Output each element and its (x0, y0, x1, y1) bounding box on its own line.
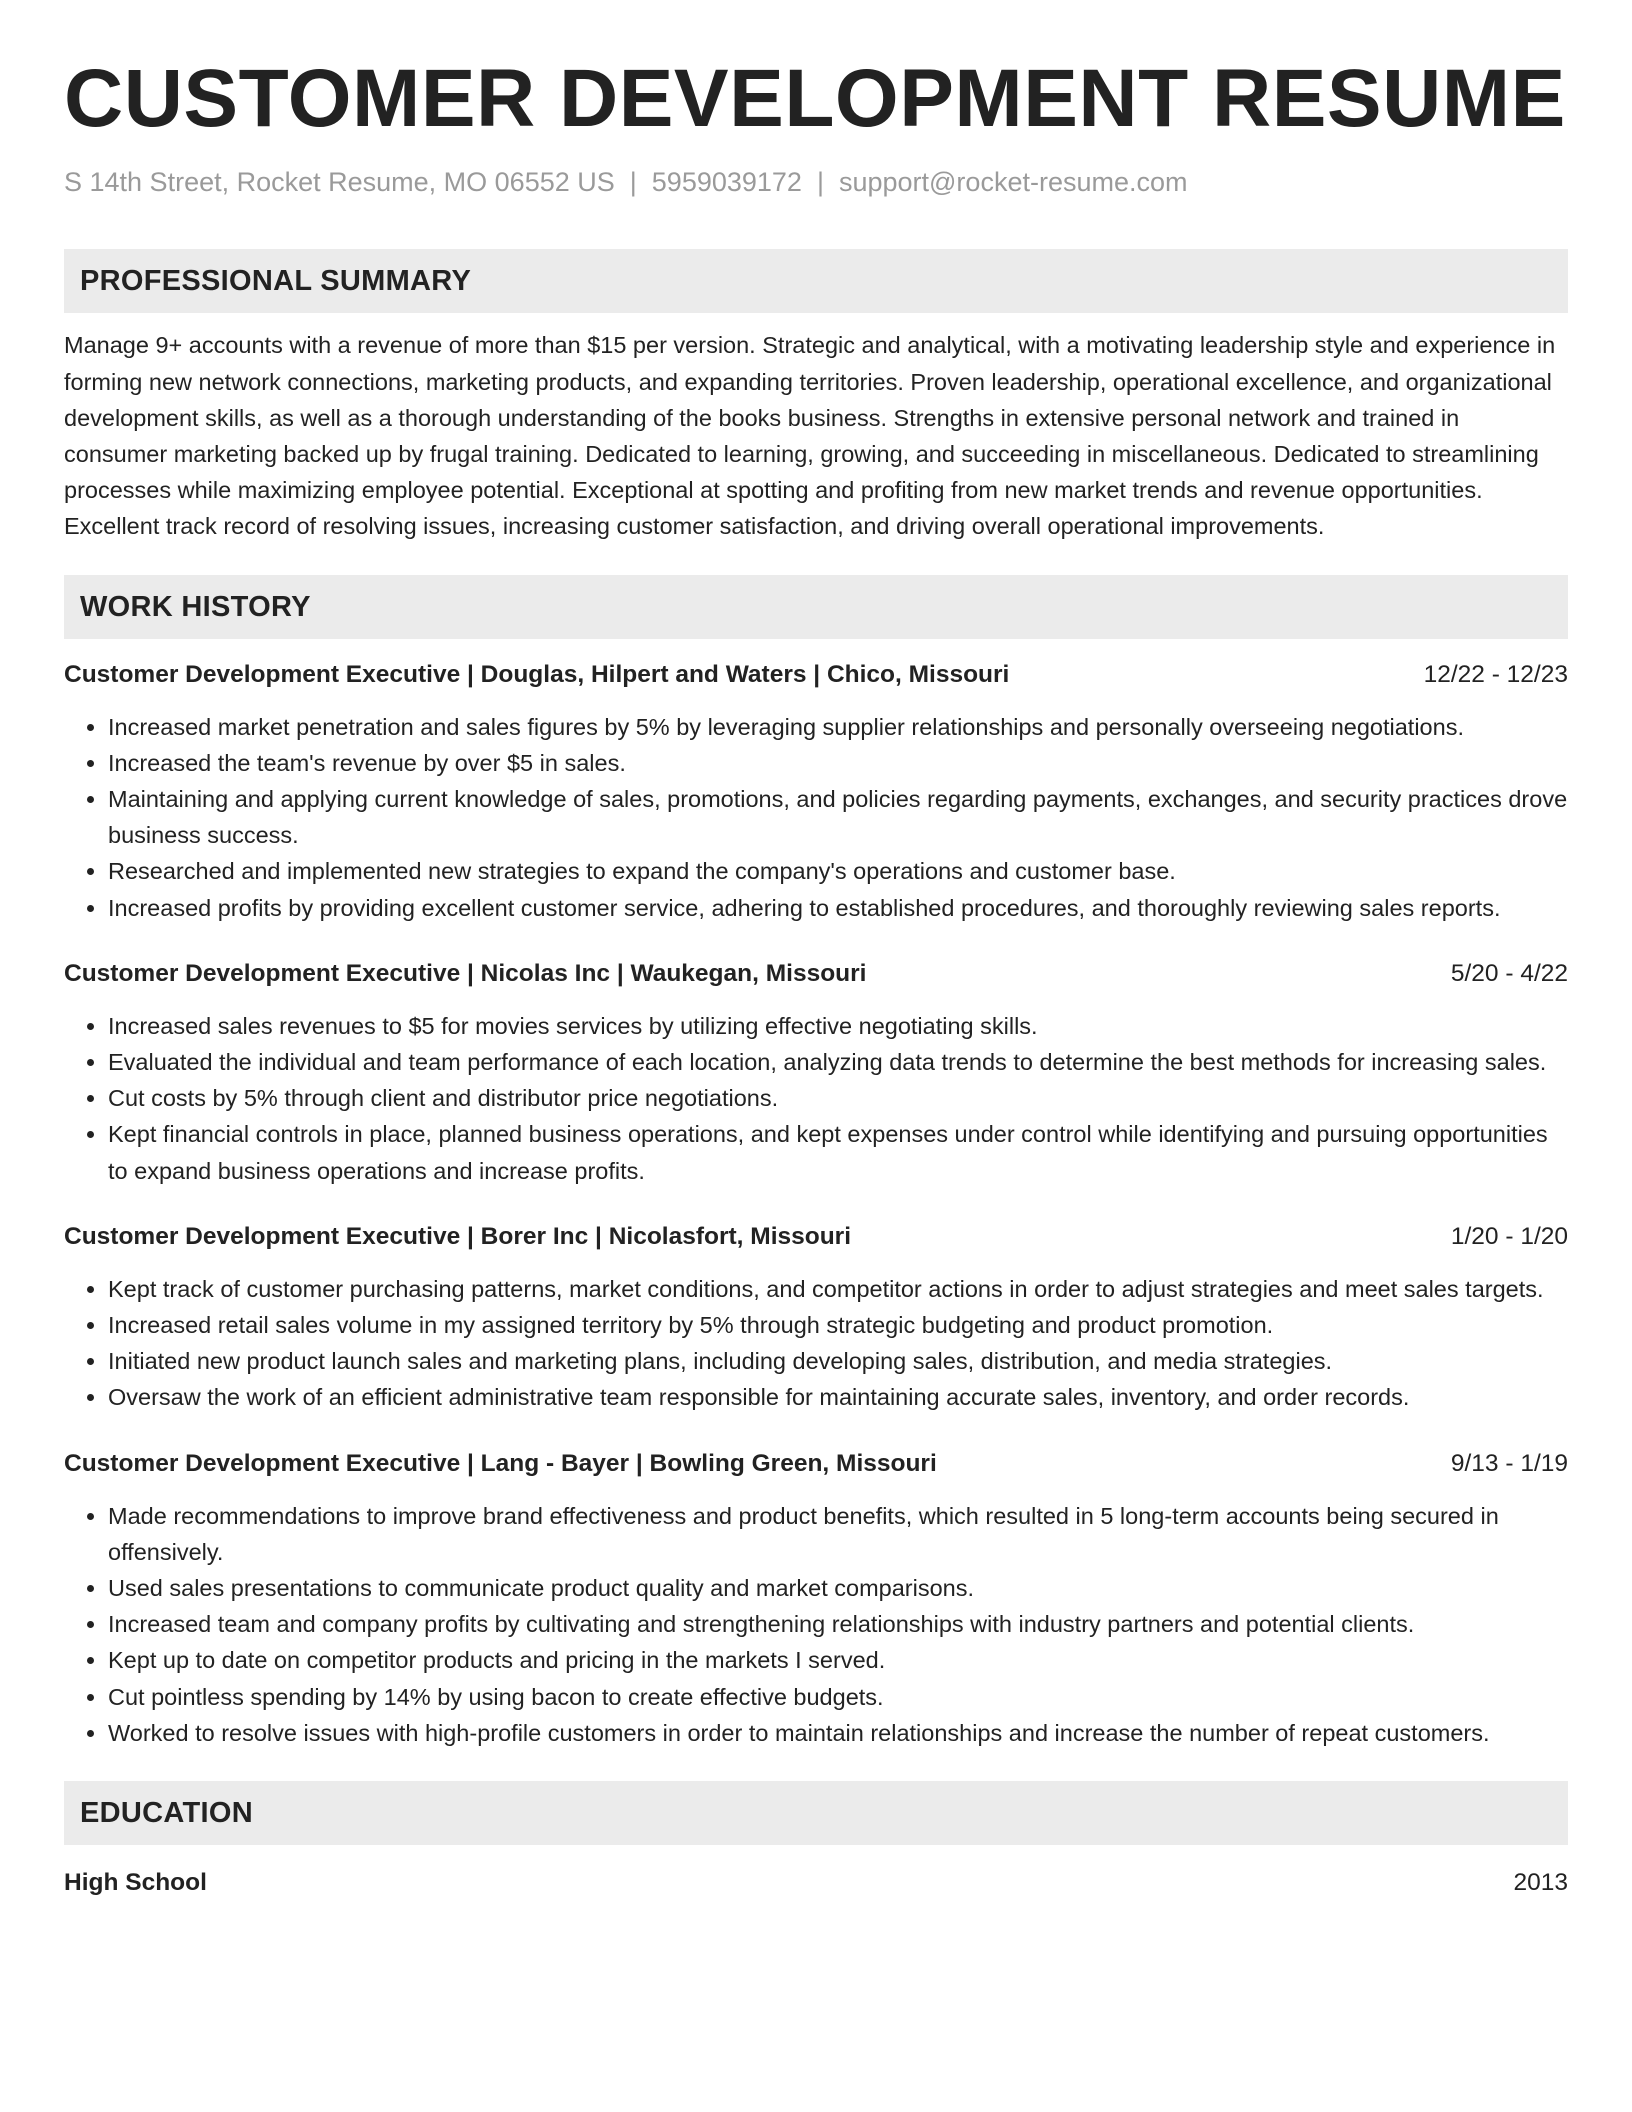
job-bullet: • Oversaw the work of an efficient administrative team responsible for maintaining accurate sales, inventory, and order records. (108, 1379, 1568, 1415)
job-entry (64, 1219, 1568, 1416)
job-title: Customer Development Executive | Lang - Bayer | Bowling Green, Missouri (64, 1449, 937, 1477)
job-bullet: • Evaluated the individual and team performance of each location, analyzing data trends to determine the best methods for increasing sales. (108, 1044, 1568, 1080)
contact-separator: | (816, 167, 824, 197)
job-bullet: • Increased sales revenues to $5 for movies services by utilizing effective negotiating skills. (108, 1008, 1568, 1044)
job-bullet: • Kept up to date on competitor products and pricing in the markets I served. (108, 1642, 1568, 1678)
job-bullets (64, 1498, 1568, 1751)
job-bullet: • Initiated new product launch sales and marketing plans, including developing sales, distribution, and media strategies. (108, 1343, 1568, 1379)
job-bullet: • Researched and implemented new strategies to expand the company's operations and customer base. (108, 853, 1568, 889)
job-dates: 5/20 - 4/22 (1450, 959, 1568, 987)
contact-phone: 5959039172 (651, 167, 802, 197)
job-bullet: • Increased retail sales volume in my assigned territory by 5% through strategic budgeting and product promotion. (108, 1307, 1568, 1343)
job-header (64, 657, 1568, 693)
job-header (64, 1219, 1568, 1255)
education-entry (64, 1865, 1568, 1901)
job-bullet: • Kept financial controls in place, planned business operations, and kept expenses under control while identifying and pursuing opportunities to expand business operations and increase profits. (108, 1116, 1568, 1188)
contact-address: S 14th Street, Rocket Resume, MO 06552 US (64, 167, 615, 197)
job-title: Customer Development Executive | Nicolas Inc | Waukegan, Missouri (64, 959, 867, 987)
job-bullet: • Worked to resolve issues with high-profile customers in order to maintain relationships and increase the number of repeat customers. (108, 1715, 1568, 1751)
job-bullet: • Cut costs by 5% through client and distributor price negotiations. (108, 1080, 1568, 1116)
job-dates: 12/22 - 12/23 (1423, 660, 1568, 688)
contact-line (64, 166, 1568, 198)
job-bullet: • Increased market penetration and sales figures by 5% by leveraging supplier relationships and personally overseeing negotiations. (108, 709, 1568, 745)
section-header-summary: PROFESSIONAL SUMMARY (64, 249, 1568, 313)
job-dates: 9/13 - 1/19 (1450, 1449, 1568, 1477)
job-dates: 1/20 - 1/20 (1450, 1222, 1568, 1250)
education-school: High School (64, 1869, 207, 1897)
job-bullets (64, 709, 1568, 926)
job-title: Customer Development Executive | Douglas, Hilpert and Waters | Chico, Missouri (64, 660, 1010, 688)
job-bullet: • Kept track of customer purchasing patterns, market conditions, and competitor actions in order to adjust strategies and meet sales targets. (108, 1271, 1568, 1307)
contact-email: support@rocket-resume.com (838, 167, 1188, 197)
job-bullets (64, 1008, 1568, 1189)
job-bullet: • Made recommendations to improve brand effectiveness and product benefits, which resulted in 5 long-term accounts being secured in offensively. (108, 1498, 1568, 1570)
job-entry (64, 657, 1568, 926)
job-bullets (64, 1271, 1568, 1416)
job-entry (64, 956, 1568, 1189)
job-bullet: • Increased team and company profits by cultivating and strengthening relationships with industry partners and potential clients. (108, 1606, 1568, 1642)
job-bullet: • Increased profits by providing excellent customer service, adhering to established procedures, and thoroughly reviewing sales reports. (108, 890, 1568, 926)
job-title: Customer Development Executive | Borer Inc | Nicolasfort, Missouri (64, 1222, 852, 1250)
job-bullet: • Increased the team's revenue by over $5 in sales. (108, 745, 1568, 781)
job-entry (64, 1446, 1568, 1751)
job-header (64, 956, 1568, 992)
job-header (64, 1446, 1568, 1482)
contact-separator: | (629, 167, 637, 197)
job-bullet: • Cut pointless spending by 14% by using bacon to create effective budgets. (108, 1679, 1568, 1715)
resume-title: CUSTOMER DEVELOPMENT RESUME (64, 53, 1566, 144)
summary-text: Manage 9+ accounts with a revenue of more than $15 per version. Strategic and analytical, with a motivating leadership style and experience in forming new network connections, marketing products, and expanding territories. Proven leadership, operational excellence, and organizational development skills, as well as a thorough understanding of the books business. Strengths in extensive personal network and trained in consumer marketing backed up by frugal training. Dedicated to learning, growing, and succeeding in miscellaneous. Dedicated to streamlining processes while maximizing employee potential. Exceptional at spotting and profiting from new market trends and revenue opportunities. Excellent track record of resolving issues, increasing customer satisfaction, and driving overall operational improvements. (64, 332, 1556, 540)
job-bullet: • Used sales presentations to communicate product quality and market comparisons. (108, 1570, 1568, 1606)
section-header-education: EDUCATION (64, 1781, 1568, 1845)
job-bullet: • Maintaining and applying current knowledge of sales, promotions, and policies regarding payments, exchanges, and security practices drove business success. (108, 781, 1568, 853)
education-year: 2013 (1513, 1869, 1568, 1897)
section-header-work-history: WORK HISTORY (64, 575, 1568, 639)
